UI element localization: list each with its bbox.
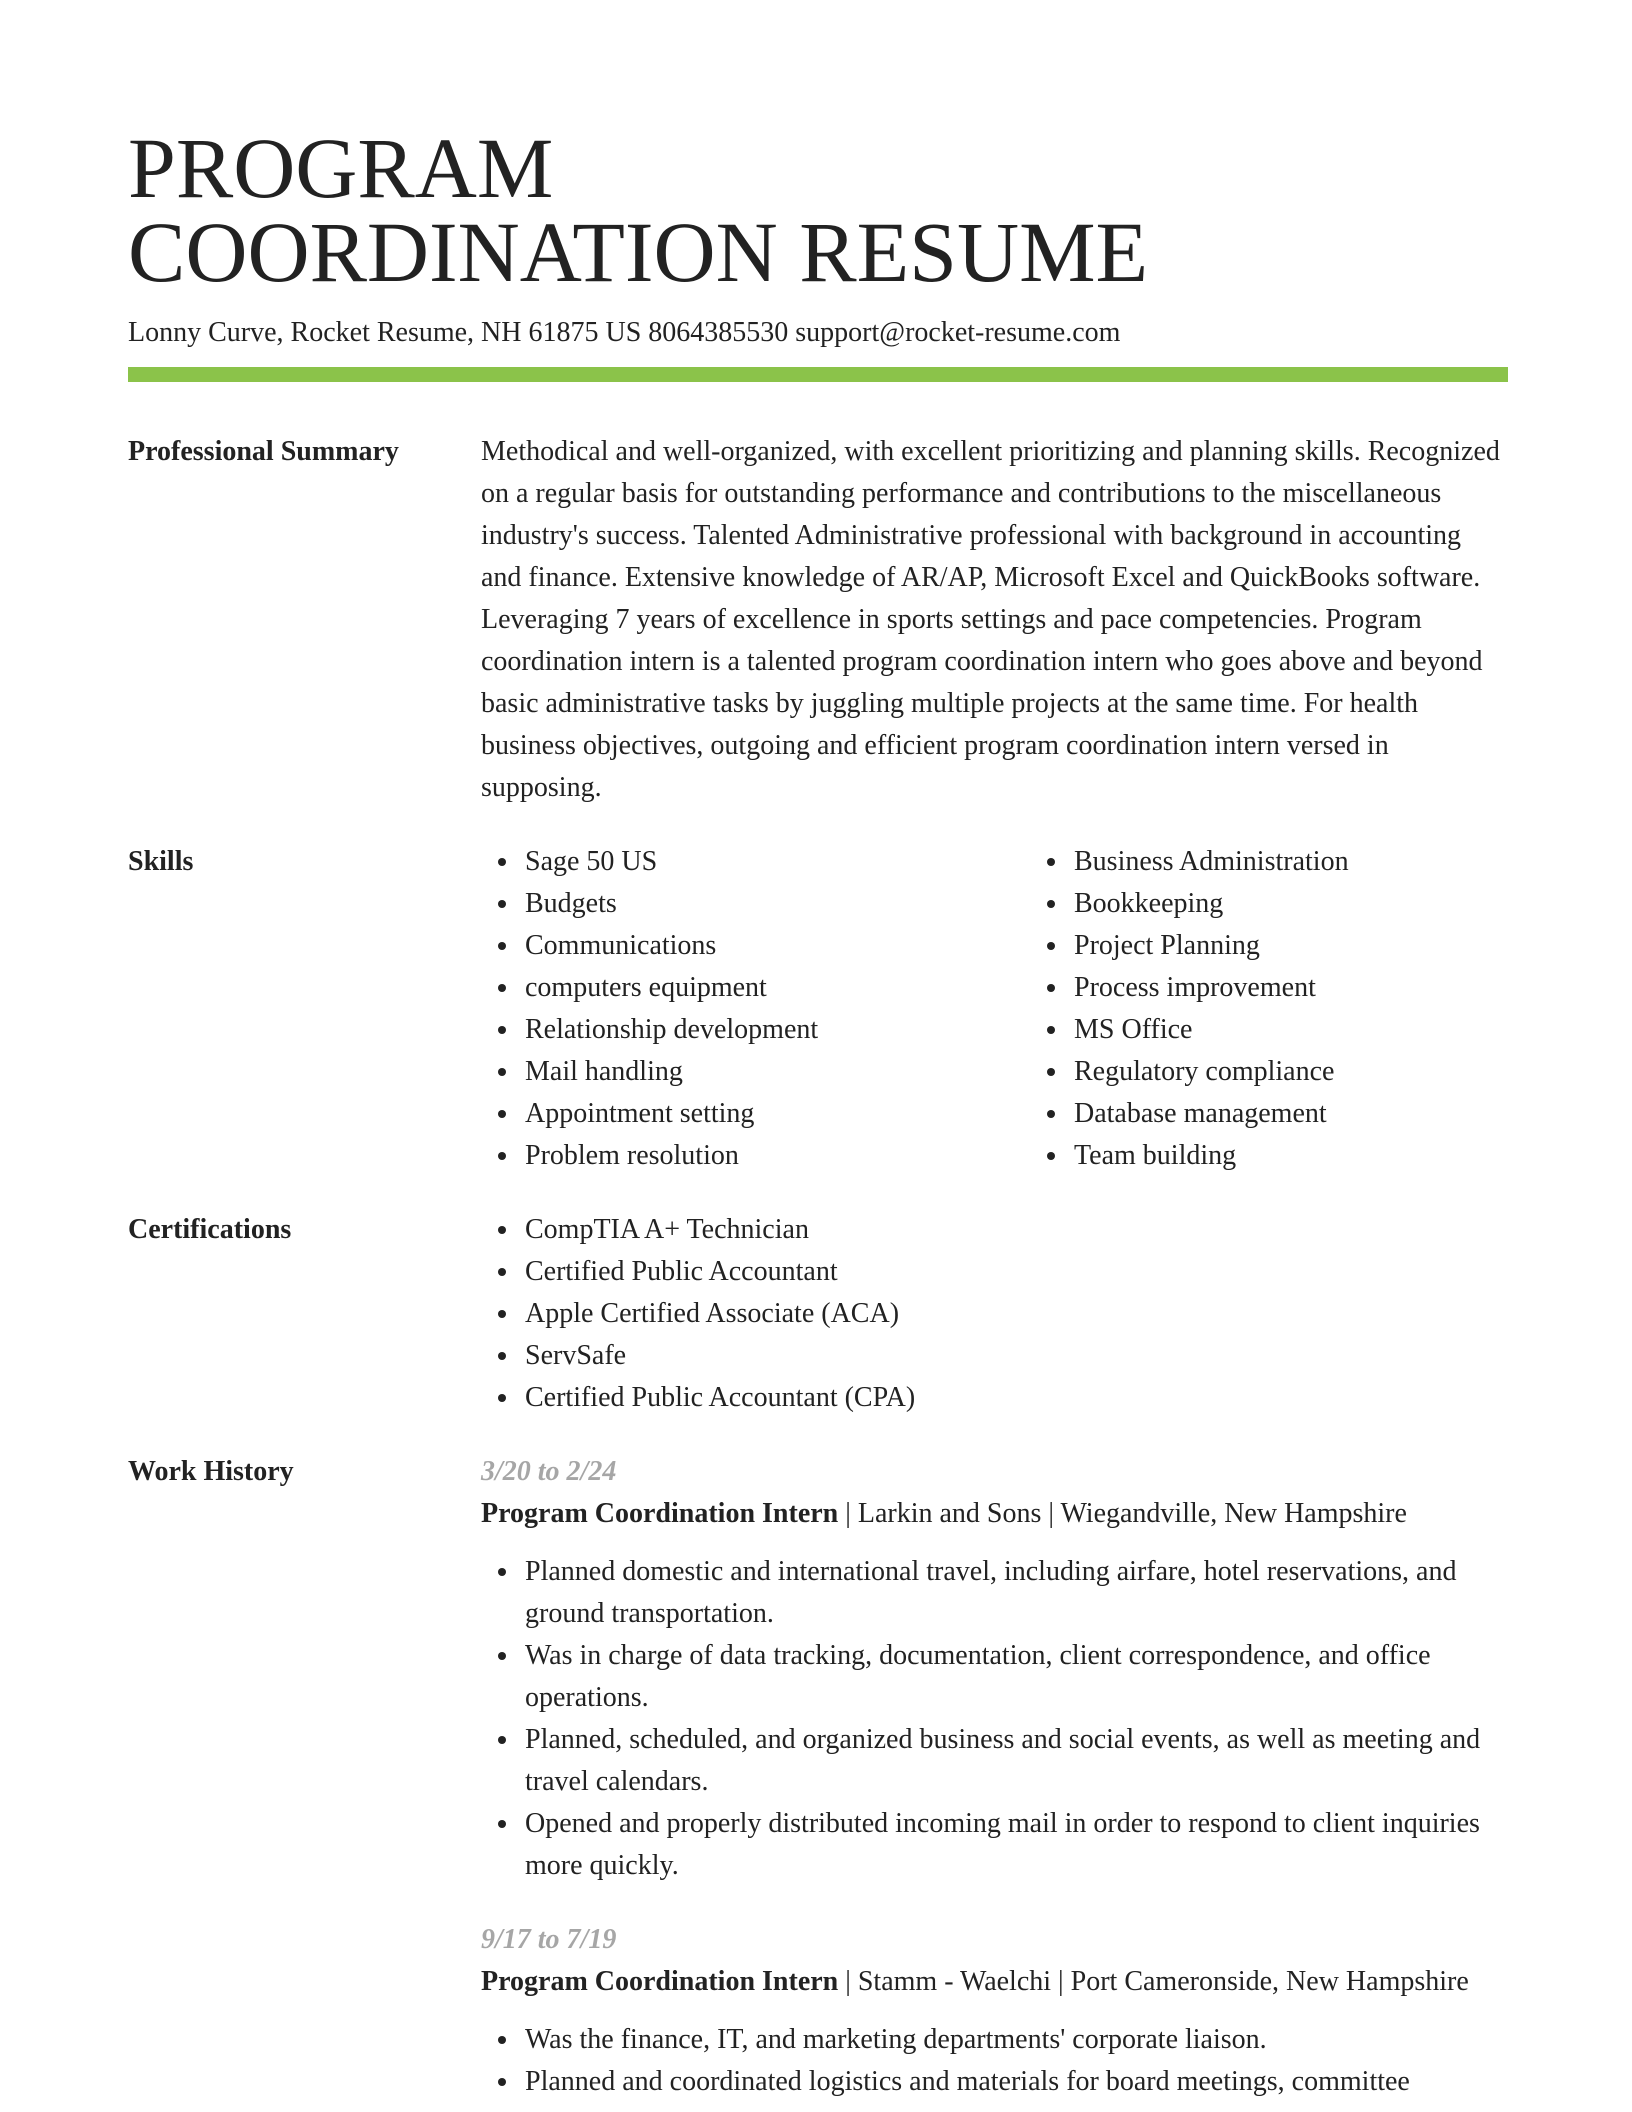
job-duty: Planned, scheduled, and organized business and social events, as well as meeting and travel calendars. xyxy=(525,1719,1508,1803)
skills-body xyxy=(481,841,1579,1177)
skill-item: Budgets xyxy=(525,883,1030,925)
certification-item: Certified Public Accountant xyxy=(525,1251,1508,1293)
skill-item: Team building xyxy=(1074,1135,1579,1177)
certifications-section xyxy=(128,1209,1508,1419)
work-history-label: Work History xyxy=(128,1456,294,1487)
job-duty: Opened and properly distributed incoming mail in order to respond to client inquiries more quickly. xyxy=(525,1803,1508,1887)
certification-item: Apple Certified Associate (ACA) xyxy=(525,1293,1508,1335)
job-duty: Planned domestic and international travel, including airfare, hotel reservations, and ground transportation. xyxy=(525,1551,1508,1635)
summary-body xyxy=(481,431,1508,809)
skill-item: MS Office xyxy=(1074,1009,1579,1051)
job-duty: Was in charge of data tracking, documentation, client correspondence, and office operations. xyxy=(525,1635,1508,1719)
skills-column-1 xyxy=(481,841,1030,1177)
skill-item: Business Administration xyxy=(1074,841,1579,883)
job-heading xyxy=(481,1493,1508,1535)
contact-line: Lonny Curve, Rocket Resume, NH 61875 US 8064385530 support@rocket-resume.com xyxy=(128,317,1121,348)
job-duties-list xyxy=(481,1551,1508,1887)
job-duty: Planned and coordinated logistics and materials for board meetings, committee xyxy=(525,2061,1508,2103)
skill-item: computers equipment xyxy=(525,967,1030,1009)
skill-item: Problem resolution xyxy=(525,1135,1030,1177)
certification-item: Certified Public Accountant (CPA) xyxy=(525,1377,1508,1419)
certifications-label: Certifications xyxy=(128,1214,292,1245)
skills-section xyxy=(128,841,1508,1177)
job-entry xyxy=(481,1451,1508,1887)
skills-label: Skills xyxy=(128,846,194,877)
job-dates: 3/20 to 2/24 xyxy=(481,1456,617,1487)
skill-item: Mail handling xyxy=(525,1051,1030,1093)
certification-item: ServSafe xyxy=(525,1335,1508,1377)
resume-page xyxy=(128,0,1508,2103)
skill-item: Database management xyxy=(1074,1093,1579,1135)
certifications-body xyxy=(481,1209,1508,1419)
skill-item: Appointment setting xyxy=(525,1093,1030,1135)
job-title: Program Coordination Intern xyxy=(481,1966,839,1997)
job-dates: 9/17 to 7/19 xyxy=(481,1924,617,1955)
skill-item: Regulatory compliance xyxy=(1074,1051,1579,1093)
accent-divider xyxy=(128,367,1508,382)
job-duty: Was the finance, IT, and marketing departments' corporate liaison. xyxy=(525,2019,1508,2061)
certifications-list xyxy=(481,1209,1508,1419)
job-employer-location: | Stamm - Waelchi | Port Cameronside, New Hampshire xyxy=(838,1966,1469,1997)
job-heading xyxy=(481,1961,1508,2003)
job-title: Program Coordination Intern xyxy=(481,1498,839,1529)
job-entry xyxy=(481,1919,1508,2103)
skill-item: Sage 50 US xyxy=(525,841,1030,883)
skill-item: Project Planning xyxy=(1074,925,1579,967)
summary-section xyxy=(128,431,1508,809)
skill-item: Relationship development xyxy=(525,1009,1030,1051)
certification-item: CompTIA A+ Technician xyxy=(525,1209,1508,1251)
skill-item: Process improvement xyxy=(1074,967,1579,1009)
resume-title-line1: PROGRAM xyxy=(128,120,554,216)
summary-label: Professional Summary xyxy=(128,436,399,467)
work-history-body xyxy=(481,1451,1508,2103)
resume-title-line2: COORDINATION RESUME xyxy=(128,204,1149,300)
skills-column-2 xyxy=(1030,841,1579,1177)
work-history-section xyxy=(128,1451,1508,2103)
summary-text: Methodical and well-organized, with excellent prioritizing and planning skills. Recognized on a regular basis for outstanding performance and contributions to the miscellaneous industry's success. Talented Administrative professional with background in accounting and finance. Extensive knowledge of AR/AP, Microsoft Excel and QuickBooks software. Leveraging 7 years of excellence in sports settings and pace competencies. Program coordination intern is a talented program coordination intern who goes above and beyond basic administrative tasks by juggling multiple projects at the same time. For health business objectives, outgoing and efficient program coordination intern versed in supposing. xyxy=(481,436,1500,803)
resume-title xyxy=(128,0,1508,300)
job-duties-list xyxy=(481,2019,1508,2103)
job-employer-location: | Larkin and Sons | Wiegandville, New Hampshire xyxy=(838,1498,1407,1529)
skill-item: Bookkeeping xyxy=(1074,883,1579,925)
skill-item: Communications xyxy=(525,925,1030,967)
